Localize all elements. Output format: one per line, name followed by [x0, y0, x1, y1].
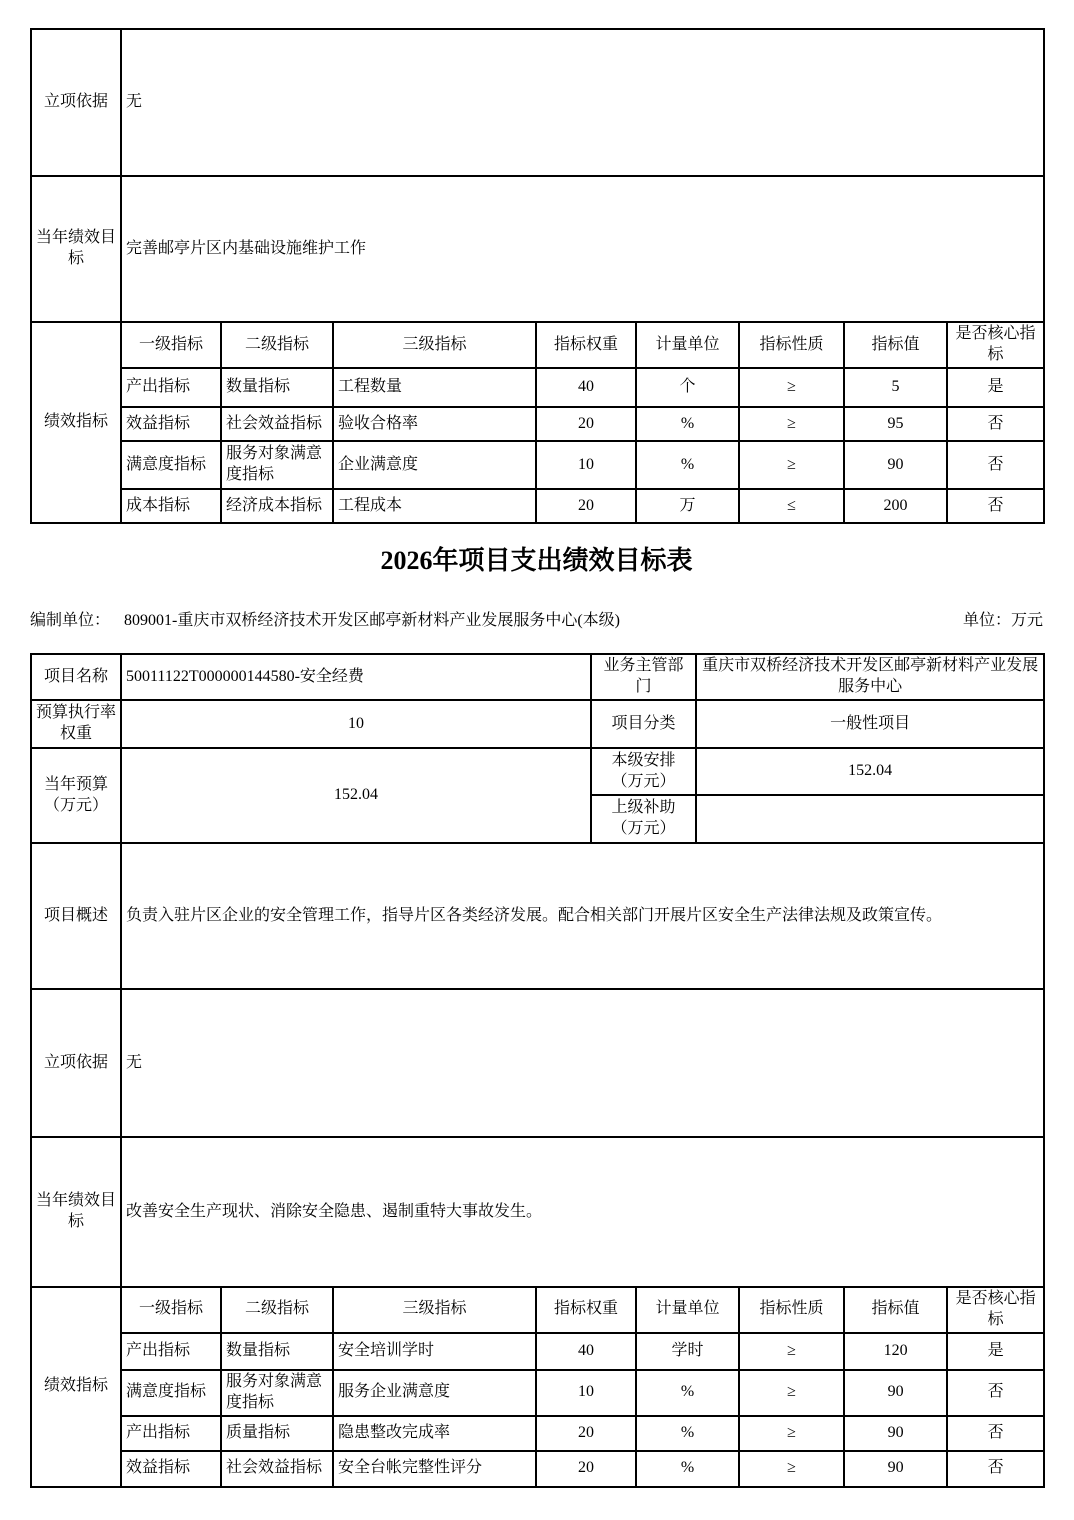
indicator-weight-cell: 40 [536, 1333, 636, 1370]
annual-goal-row [31, 1137, 1044, 1287]
year-budget-row [31, 748, 1044, 795]
basis-row [31, 989, 1044, 1137]
indicator-row [31, 441, 1044, 489]
indicator-level1-cell: 成本指标 [121, 489, 221, 523]
indicator-value-cell: 90 [844, 1451, 947, 1487]
dept-label-cell: 业务主管部门 [591, 654, 696, 700]
indicator-weight-cell: 20 [536, 1451, 636, 1487]
previous-project-table [30, 28, 1045, 524]
dept-value-cell: 重庆市双桥经济技术开发区邮亭新材料产业发展服务中心 [696, 654, 1044, 700]
category-label-cell: 项目分类 [591, 700, 696, 748]
indicator-level1-cell: 满意度指标 [121, 441, 221, 489]
indicator-weight-cell: 10 [536, 1370, 636, 1416]
local-arrange-label-cell: 本级安排（万元） [591, 748, 696, 795]
indicator-level3-cell: 服务企业满意度 [333, 1370, 536, 1416]
indicator-header-row [31, 1287, 1044, 1333]
goal-value-cell: 改善安全生产现状、消除安全隐患、遏制重特大事故发生。 [121, 1137, 1044, 1287]
indicator-row [31, 368, 1044, 407]
meta-line [30, 610, 1043, 631]
indicator-header-cell: 一级指标 [121, 1287, 221, 1333]
indicator-level1-cell: 产出指标 [121, 368, 221, 407]
category-value-cell: 一般性项目 [696, 700, 1044, 748]
indicator-core-cell: 否 [947, 1451, 1044, 1487]
indicator-unit-cell: 万 [636, 489, 739, 523]
basis-label-cell: 立项依据 [31, 29, 121, 176]
indicator-nature-cell: ≥ [739, 1416, 844, 1451]
indicator-value-cell: 90 [844, 1416, 947, 1451]
indicator-header-cell: 是否核心指标 [947, 322, 1044, 368]
indicator-weight-cell: 10 [536, 441, 636, 489]
indicator-header-cell: 二级指标 [221, 1287, 333, 1333]
indicator-row [31, 1416, 1044, 1451]
indicator-unit-cell: % [636, 441, 739, 489]
indicator-level3-cell: 工程数量 [333, 368, 536, 407]
indicator-level2-cell: 社会效益指标 [221, 407, 333, 441]
indicator-row [31, 1370, 1044, 1416]
indicator-core-cell: 是 [947, 368, 1044, 407]
superior-subsidy-label-cell: 上级补助（万元） [591, 795, 696, 843]
indicator-value-cell: 90 [844, 1370, 947, 1416]
goal-value-cell: 完善邮亭片区内基础设施维护工作 [121, 176, 1044, 322]
indicator-row [31, 1333, 1044, 1370]
indicator-nature-cell: ≥ [739, 368, 844, 407]
indicator-level2-cell: 社会效益指标 [221, 1451, 333, 1487]
project-table [30, 653, 1045, 1488]
indicator-level3-cell: 安全台帐完整性评分 [333, 1451, 536, 1487]
indicator-row [31, 489, 1044, 523]
indicator-value-cell: 5 [844, 368, 947, 407]
indicator-level2-cell: 服务对象满意度指标 [221, 441, 333, 489]
indicator-nature-cell: ≥ [739, 407, 844, 441]
indicator-level1-cell: 产出指标 [121, 1416, 221, 1451]
indicator-level2-cell: 数量指标 [221, 1333, 333, 1370]
indicator-weight-cell: 20 [536, 1416, 636, 1451]
indicator-core-cell: 否 [947, 1416, 1044, 1451]
basis-value-cell: 无 [121, 29, 1044, 176]
indicator-level3-cell: 企业满意度 [333, 441, 536, 489]
local-arrange-value-cell: 152.04 [696, 748, 1044, 795]
basis-value-cell: 无 [121, 989, 1044, 1137]
indicator-header-cell: 计量单位 [636, 322, 739, 368]
indicators-label-cell: 绩效指标 [31, 322, 121, 523]
indicator-core-cell: 否 [947, 441, 1044, 489]
annual-goal-row [31, 176, 1044, 322]
indicator-level1-cell: 产出指标 [121, 1333, 221, 1370]
indicator-level3-cell: 隐患整改完成率 [333, 1416, 536, 1451]
overview-value-cell: 负责入驻片区企业的安全管理工作，指导片区各类经济发展。配合相关部门开展片区安全生产法律法规及政策宣传。 [121, 843, 1044, 989]
indicator-weight-cell: 20 [536, 489, 636, 523]
indicator-level1-cell: 满意度指标 [121, 1370, 221, 1416]
indicator-header-cell: 计量单位 [636, 1287, 739, 1333]
indicator-header-cell: 指标值 [844, 1287, 947, 1333]
indicator-header-cell: 三级指标 [333, 322, 536, 368]
indicator-unit-cell: 个 [636, 368, 739, 407]
prepared-by-value: 809001-重庆市双桥经济技术开发区邮亭新材料产业发展服务中心(本级) [124, 612, 621, 629]
budget-rate-label-cell: 预算执行率权重 [31, 700, 121, 748]
indicator-value-cell: 120 [844, 1333, 947, 1370]
indicator-level3-cell: 安全培训学时 [333, 1333, 536, 1370]
indicator-level2-cell: 质量指标 [221, 1416, 333, 1451]
indicator-header-cell: 指标性质 [739, 322, 844, 368]
indicator-core-cell: 否 [947, 489, 1044, 523]
indicator-nature-cell: ≥ [739, 1370, 844, 1416]
indicator-row [31, 1451, 1044, 1487]
budget-rate-value-cell: 10 [121, 700, 591, 748]
indicator-unit-cell: % [636, 1416, 739, 1451]
page-title: 2026年项目支出绩效目标表 [380, 546, 693, 575]
indicators-label-cell: 绩效指标 [31, 1287, 121, 1487]
unit-label: 单位：万元 [962, 612, 1043, 629]
overview-label-cell: 项目概述 [31, 843, 121, 989]
basis-row [31, 29, 1044, 176]
year-budget-value-cell: 152.04 [121, 748, 591, 843]
indicator-row [31, 407, 1044, 441]
indicator-nature-cell: ≥ [739, 1333, 844, 1370]
indicator-weight-cell: 40 [536, 368, 636, 407]
indicator-header-cell: 指标值 [844, 322, 947, 368]
indicator-core-cell: 是 [947, 1333, 1044, 1370]
indicator-value-cell: 90 [844, 441, 947, 489]
indicator-unit-cell: % [636, 1370, 739, 1416]
indicator-unit-cell: % [636, 407, 739, 441]
indicator-core-cell: 否 [947, 407, 1044, 441]
indicator-header-cell: 三级指标 [333, 1287, 536, 1333]
indicator-nature-cell: ≥ [739, 441, 844, 489]
indicator-nature-cell: ≤ [739, 489, 844, 523]
indicator-header-cell: 指标权重 [536, 1287, 636, 1333]
indicator-header-cell: 指标性质 [739, 1287, 844, 1333]
budget-rate-row [31, 700, 1044, 748]
indicator-value-cell: 95 [844, 407, 947, 441]
indicator-unit-cell: 学时 [636, 1333, 739, 1370]
indicator-header-cell: 是否核心指标 [947, 1287, 1044, 1333]
indicator-level2-cell: 服务对象满意度指标 [221, 1370, 333, 1416]
indicator-level2-cell: 经济成本指标 [221, 489, 333, 523]
indicator-header-cell: 二级指标 [221, 322, 333, 368]
project-name-value-cell: 50011122T000000144580-安全经费 [121, 654, 591, 700]
indicator-value-cell: 200 [844, 489, 947, 523]
project-name-row [31, 654, 1044, 700]
indicator-level3-cell: 工程成本 [333, 489, 536, 523]
goal-label-cell: 当年绩效目标 [31, 176, 121, 322]
indicator-weight-cell: 20 [536, 407, 636, 441]
indicator-core-cell: 否 [947, 1370, 1044, 1416]
prepared-by-label: 编制单位： [30, 612, 111, 629]
indicator-header-cell: 指标权重 [536, 322, 636, 368]
superior-subsidy-value-cell [696, 795, 1044, 843]
goal-label-cell: 当年绩效目标 [31, 1137, 121, 1287]
indicator-level3-cell: 验收合格率 [333, 407, 536, 441]
indicator-level2-cell: 数量指标 [221, 368, 333, 407]
year-budget-label-cell: 当年预算（万元） [31, 748, 121, 843]
prepared-by [30, 610, 620, 631]
indicator-nature-cell: ≥ [739, 1451, 844, 1487]
overview-row [31, 843, 1044, 989]
project-name-label-cell: 项目名称 [31, 654, 121, 700]
basis-label-cell: 立项依据 [31, 989, 121, 1137]
indicator-level1-cell: 效益指标 [121, 407, 221, 441]
indicator-header-cell: 一级指标 [121, 322, 221, 368]
indicator-unit-cell: % [636, 1451, 739, 1487]
indicator-header-row [31, 322, 1044, 368]
indicator-level1-cell: 效益指标 [121, 1451, 221, 1487]
